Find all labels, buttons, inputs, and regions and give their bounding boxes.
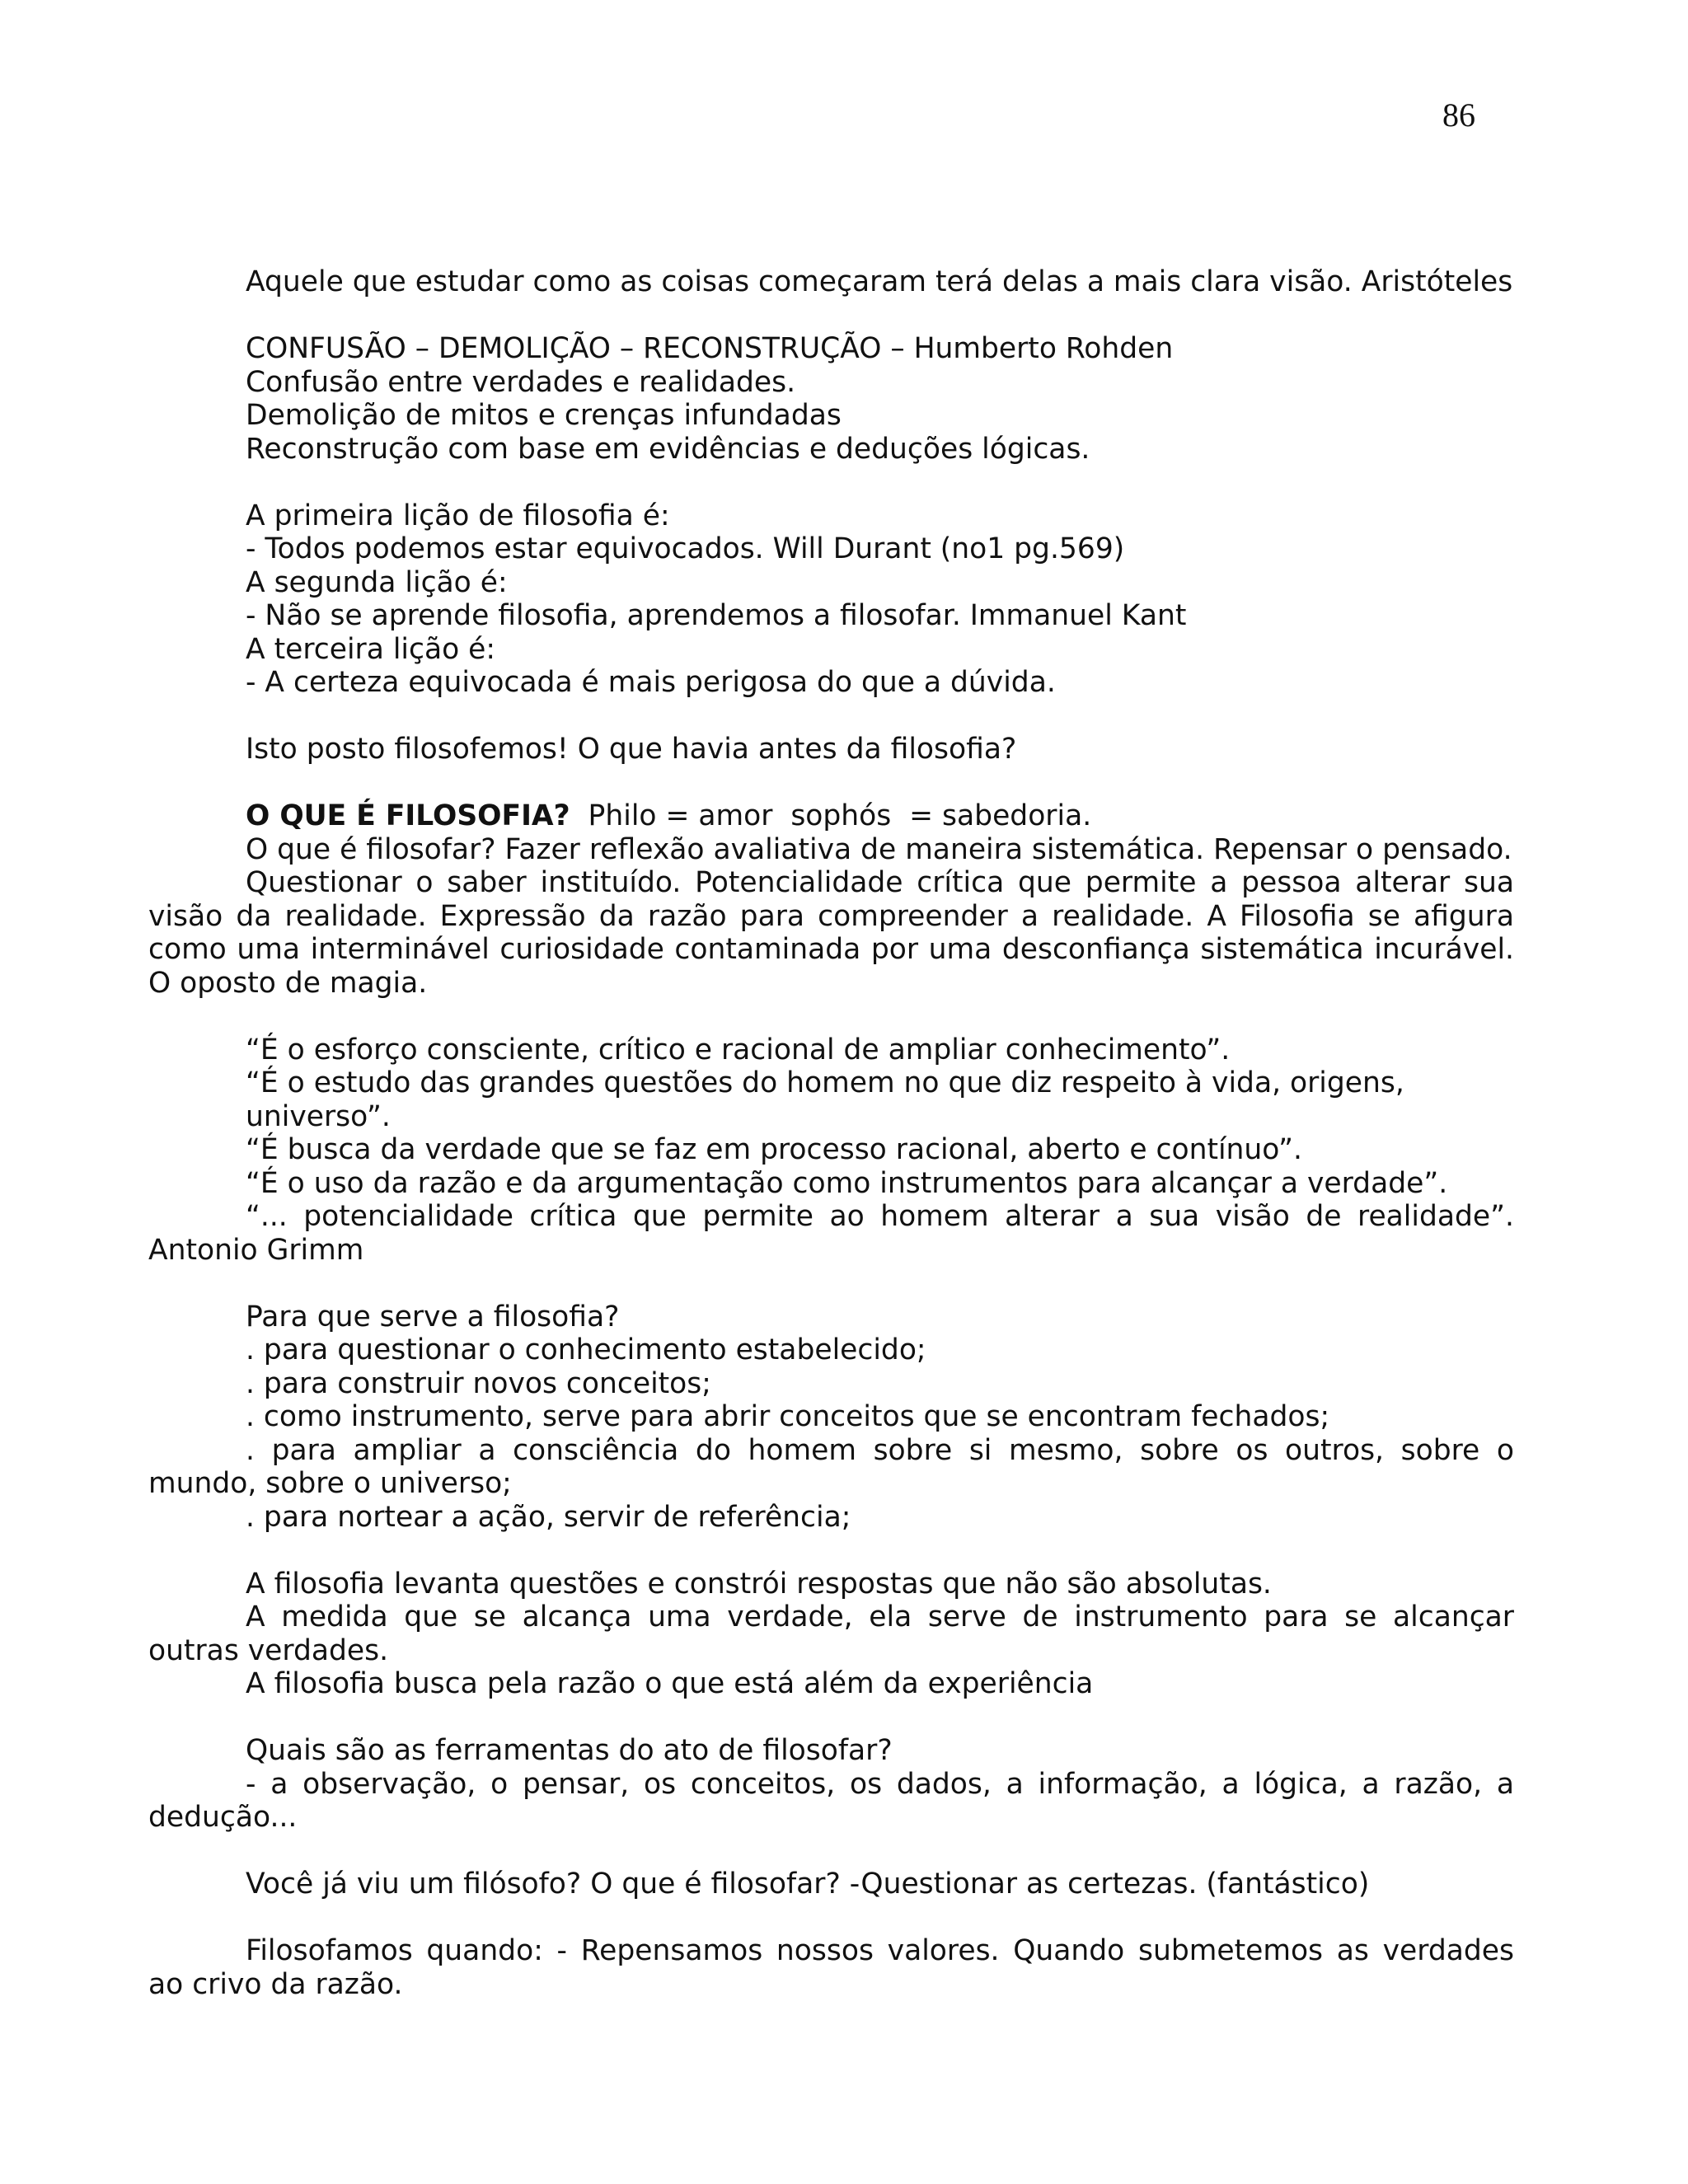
list-item: . para questionar o conhecimento estabelecido; [246,1333,926,1366]
definicao-heading-line [148,799,1514,833]
definicao-filosofar: O que é filosofar? Fazer reflexão avaliativa de maneira sistemática. Repensar o pensado. [246,832,1512,866]
filosofia-busca: A filosofia busca pela razão o que está além da experiência [246,1667,1094,1700]
filosofamos: Filosofamos quando: - Repensamos nossos valores. Quando submetemos as verdades ao crivo da razão. [148,1934,1514,2001]
rohden-line-confusao: Confusão entre verdades e realidades. [246,365,796,399]
spacer [148,466,1514,499]
spacer [148,1000,1514,1033]
spacer [148,1901,1514,1935]
section-heading: O QUE É FILOSOFIA? [246,799,570,832]
spacer [148,766,1514,800]
definicao-paragraph: Questionar o saber instituído. Potencialidade crítica que permite a pessoa alterar sua visão da realidade. Expressão da razão para compreender a realidade. A Filosofia se afigura como uma interminável curiosidade contaminada por uma desconfiança sistemática incurável. O oposto de magia. [148,866,1514,1000]
etymology: Philo = amor sophós = sabedoria. [570,799,1092,832]
rohden-line-reconstrucao: Reconstrução com base em evidências e deduções lógicas. [246,432,1090,466]
spacer [148,1534,1514,1568]
licao-3-heading: A terceira lição é: [246,632,496,666]
list-item: . para construir novos conceitos; [246,1366,711,1400]
licao-1-text: - Todos podemos estar equivocados. Will Durant (no1 pg.569) [246,532,1125,565]
licao-2-heading: A segunda lição é: [246,565,508,599]
spacer [148,1701,1514,1735]
para-que-serve-question: Para que serve a filosofia? [246,1300,620,1333]
spacer [148,1267,1514,1301]
ferramentas-answer: - a observação, o pensar, os conceitos, os dados, a informação, a lógica, a razão, a dedução... [148,1767,1514,1834]
isto-posto: Isto posto filosofemos! O que havia antes da filosofia? [246,733,1017,766]
citacao-3: “É busca da verdade que se faz em processo racional, aberto e contínuo”. [246,1133,1303,1166]
page-number: 86 [1442,96,1475,134]
licao-2-text: - Não se aprende filosofia, aprendemos a filosofar. Immanuel Kant [246,599,1187,632]
list-item: . para ampliar a consciência do homem sobre si mesmo, sobre os outros, sobre o mundo, sobre o universo; [148,1433,1514,1500]
medida-verdade: A medida que se alcança uma verdade, ela serve de instrumento para se alcançar outras verdades. [148,1601,1514,1667]
ferramentas-question: Quais são as ferramentas do ato de filosofar? [246,1734,893,1767]
list-item: . para nortear a ação, servir de referência; [246,1500,851,1534]
citacao-2: “É o estudo das grandes questões do homem no que diz respeito à vida, origens, universo”. [246,1066,1404,1133]
list-item: . como instrumento, serve para abrir conceitos que se encontram fechados; [246,1400,1330,1433]
spacer [148,299,1514,333]
citacao-1: “É o esforço consciente, crítico e racional de ampliar conhecimento”. [246,1033,1231,1066]
citacao-4: “É o uso da razão e da argumentação como instrumentos para alcançar a verdade”. [246,1166,1448,1200]
rohden-line-demolicao: Demolição de mitos e crenças infundadas [246,399,842,432]
licao-1-heading: A primeira lição de filosofia é: [246,499,670,532]
rohden-title: CONFUSÃO – DEMOLIÇÃO – RECONSTRUÇÃO – Humberto Rohden [246,332,1174,365]
licao-3-text: - A certeza equivocada é mais perigosa do que a dúvida. [246,666,1056,699]
spacer [148,700,1514,733]
filosofia-levanta: A filosofia levanta questões e constrói respostas que não são absolutas. [246,1567,1272,1601]
citacao-5: “... potencialidade crítica que permite ao homem alterar a sua visão de realidade”. Antonio Grimm [148,1200,1514,1267]
spacer [148,1835,1514,1868]
voce-ja-viu: Você já viu um filósofo? O que é filosofar? -Questionar as certezas. (fantástico) [246,1868,1370,1900]
quote-aristoteles: Aquele que estudar como as coisas começaram terá delas a mais clara visão. Aristóteles [246,265,1513,298]
document-body [148,265,1514,2001]
